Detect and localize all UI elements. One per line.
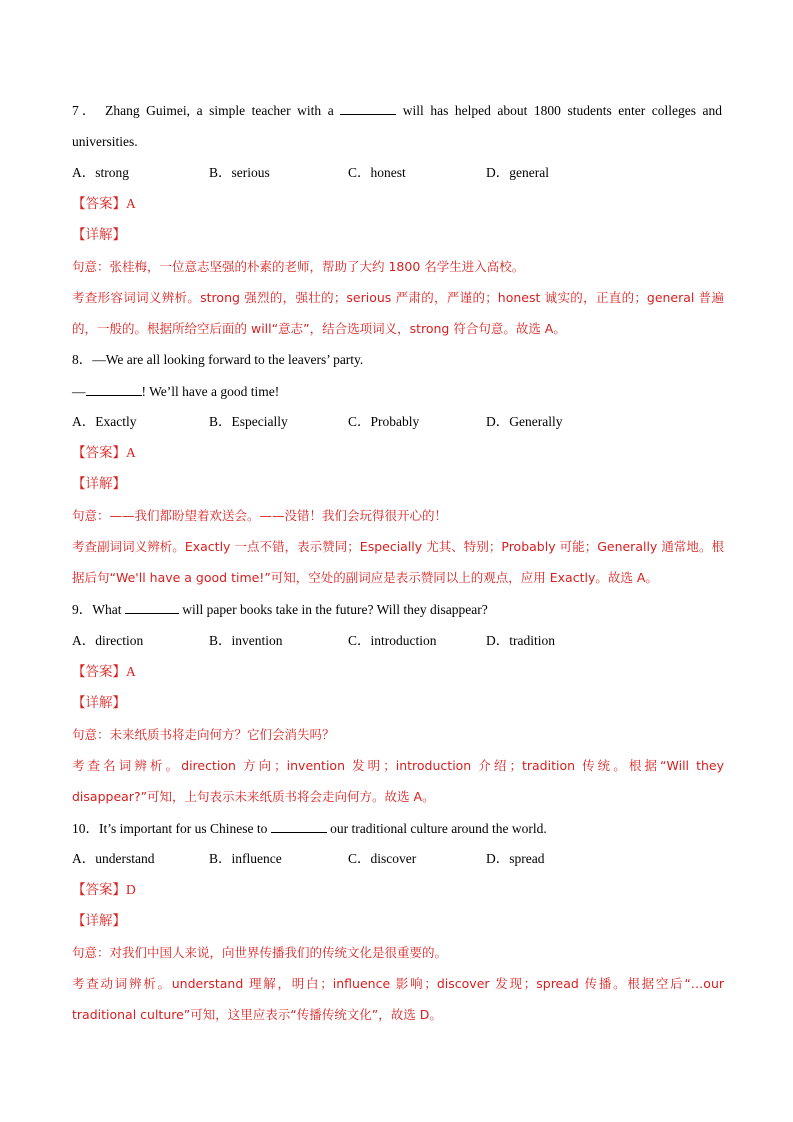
option-a: A．understand (72, 851, 155, 866)
question-7-options (72, 163, 722, 183)
question-number: 10． (72, 821, 99, 836)
question-8-answer (72, 443, 136, 463)
option-b: B．influence (209, 851, 282, 866)
option-d: D．spread (486, 851, 545, 866)
dialogue-line: ! We’ll have a good time! (141, 384, 280, 399)
question-8-options (72, 412, 722, 432)
question-10-stem (72, 818, 547, 839)
stem-text: our traditional culture around the world. (330, 821, 547, 836)
detail-tag: 【详解】 (72, 695, 126, 711)
option-b: B．invention (209, 633, 283, 648)
answer-blank (340, 100, 396, 115)
question-9-options (72, 631, 722, 651)
option-b: B．Especially (209, 414, 288, 429)
question-9-answer (72, 662, 136, 682)
option-d: D．tradition (486, 633, 555, 648)
answer-letter: A (126, 445, 136, 460)
detail-tag: 【详解】 (72, 476, 126, 492)
question-8-meaning: 句意：——我们都盼望着欢送会。——没错！我们会玩得很开心的！ (72, 508, 448, 523)
stem-text: It’s important for us Chinese to (99, 821, 268, 836)
stem-text: will has helped about 1800 students enter colleges and universities. (72, 103, 723, 149)
option-c: C．honest (348, 165, 406, 180)
option-a: A．direction (72, 633, 144, 648)
question-10-analysis: 考查动词辨析。understand 理解，明白；influence 影响；discover 发现；spread 传播。根据空后“…our traditional culture”可知，这里应表示“传播传统文化”，故选 D。 (72, 976, 724, 1022)
detail-tag: 【详解】 (72, 227, 126, 243)
answer-tag: 【答案】 (72, 196, 126, 212)
question-9-meaning: 句意：未来纸质书将走向何方？它们会消失吗？ (72, 727, 335, 742)
question-7-meaning: 句意：张桂梅，一位意志坚强的朴素的老师，帮助了大约 1800 名学生进入高校。 (72, 259, 525, 274)
question-7-stem (72, 95, 722, 157)
option-d: D．Generally (486, 414, 563, 429)
option-c: C．introduction (348, 633, 437, 648)
answer-tag: 【答案】 (72, 445, 126, 461)
question-7-analysis: 考查形容词词义辨析。strong 强烈的，强壮的；serious 严肃的，严谨的；honest 诚实的，正直的；general 普遍的，一般的。根据所给空后面的 will“意志”，结合选项词义，strong 符合句意。故选 A。 (72, 290, 724, 336)
question-8-line2 (72, 381, 279, 402)
question-7-answer (72, 194, 136, 214)
option-a: A．Exactly (72, 414, 137, 429)
answer-tag: 【答案】 (72, 664, 126, 680)
question-number: 9． (72, 602, 93, 617)
stem-text: Zhang Guimei, a simple teacher with a (105, 103, 334, 118)
answer-blank (86, 381, 142, 396)
question-8-line1 (72, 350, 363, 370)
question-9-detail-tag (72, 693, 126, 713)
question-7-detail-tag (72, 225, 126, 245)
dialogue-line: —We are all looking forward to the leavers’ party. (92, 352, 364, 367)
option-c: C．Probably (348, 414, 420, 429)
detail-tag: 【详解】 (72, 913, 126, 929)
question-8-detail-tag (72, 474, 126, 494)
option-a: A．strong (72, 165, 129, 180)
answer-tag: 【答案】 (72, 882, 126, 898)
option-b: B．serious (209, 165, 270, 180)
question-9-analysis: 考查名词辨析。direction 方向；invention 发明；introduction 介绍；tradition 传统。根据“Will they disappear?”可知，上句表示未来纸质书将会走向何方。故选 A。 (72, 758, 724, 804)
question-9-stem (72, 599, 488, 620)
question-10-options (72, 849, 722, 869)
stem-text: will paper books take in the future? Will they disappear? (182, 602, 488, 617)
answer-letter: A (126, 664, 136, 679)
question-8-analysis: 考查副词词义辨析。Exactly 一点不错，表示赞同；Especially 尤其、特别；Probably 可能；Generally 通常地。根据后句“We'll have a good time!”可知，空处的副词应是表示赞同以上的观点，应用 Exactly。故选 A。 (72, 539, 724, 585)
answer-letter: A (126, 196, 136, 211)
answer-letter: D (126, 882, 136, 897)
question-number: 8． (72, 352, 93, 367)
question-10-answer (72, 880, 136, 900)
question-number: 7． (72, 103, 99, 118)
option-d: D．general (486, 165, 549, 180)
answer-blank (271, 818, 327, 833)
stem-text: What (92, 602, 122, 617)
answer-blank (125, 599, 179, 614)
question-10-detail-tag (72, 911, 126, 931)
option-c: C．discover (348, 851, 417, 866)
question-10-meaning: 句意：对我们中国人来说，向世界传播我们的传统文化是很重要的。 (72, 945, 448, 960)
dash: — (72, 384, 86, 399)
